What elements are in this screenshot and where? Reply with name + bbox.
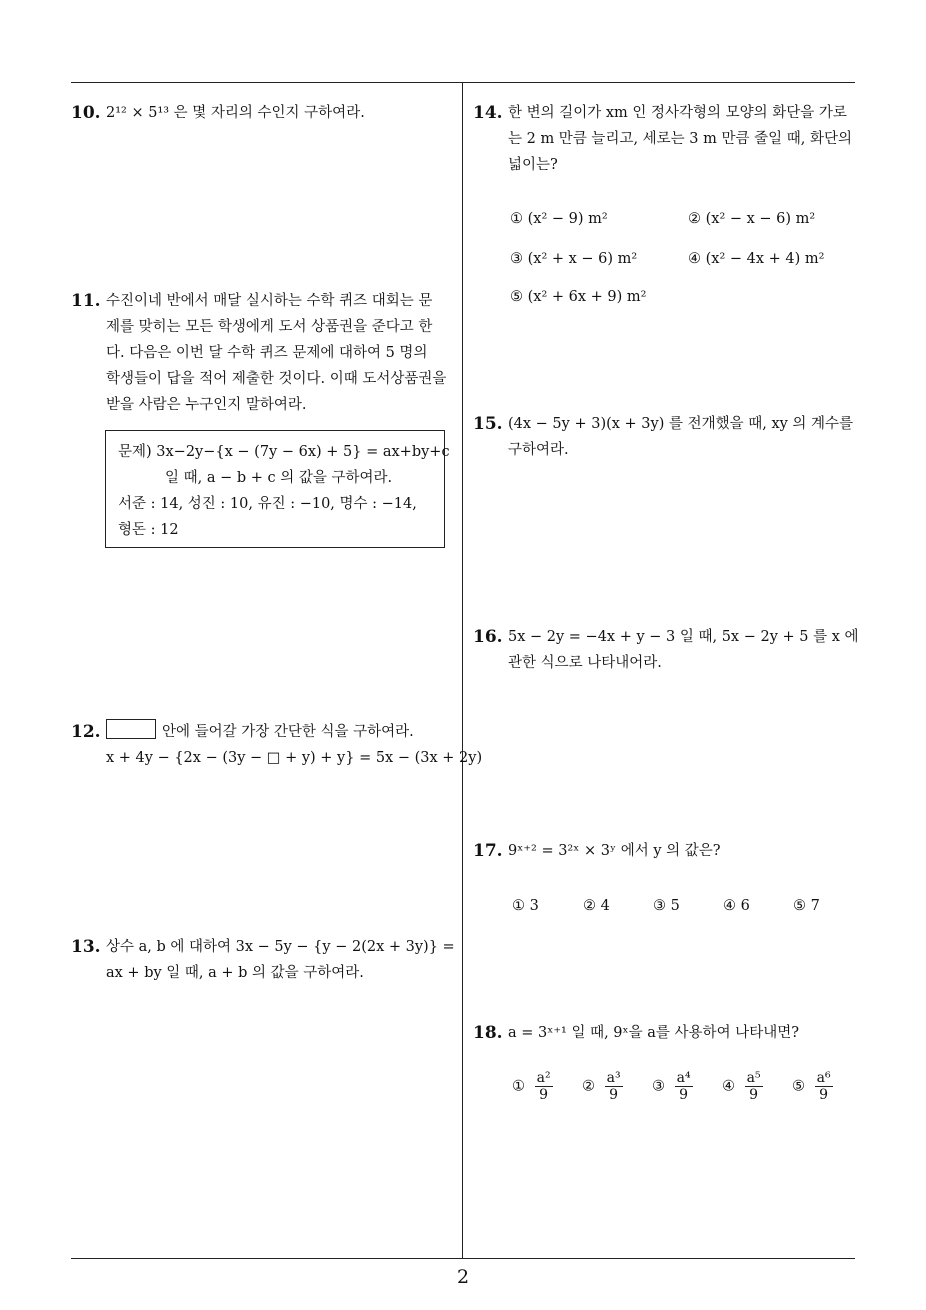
numerator: a⁵ [746,1070,761,1086]
question-11 [71,288,456,418]
numerator: a³ [606,1070,621,1086]
fraction [745,1070,763,1103]
question-line: (4x − 5y + 3)(x + 3y) 를 전개했을 때, xy 의 계수를 [508,416,854,432]
question-number: 14. [473,103,503,123]
question-line: 구하여라. [508,442,569,458]
question-line: ax + by 일 때, a + b 의 값을 구하여라. [106,965,364,981]
option-label: ① [512,1078,525,1095]
question-number: 10. [71,103,101,123]
question-line: 학생들이 답을 적어 제출한 것이다. 이때 도서상품권을 [106,371,447,387]
page-number: 2 [456,1266,470,1288]
question-line: 제를 맞히는 모든 학생에게 도서 상품권을 준다고 한 [106,319,433,335]
denominator: 9 [749,1087,759,1103]
box-line: 일 때, a − b + c 의 값을 구하여라. [165,470,393,486]
option-5[interactable]: ⑤ 7 [793,898,820,914]
option-5[interactable] [792,1070,833,1103]
question-line: 받을 사람은 누구인지 말하여라. [106,397,307,413]
numerator: a⁴ [676,1070,691,1086]
option-5[interactable]: ⑤ (x² + 6x + 9) m² [510,289,647,305]
question-line: 5x − 2y = −4x + y − 3 일 때, 5x − 2y + 5 를 x 에 [508,629,859,645]
question-line: 수진이네 반에서 매달 실시하는 수학 퀴즈 대회는 문 [106,293,433,309]
question-line: 는 2 m 만큼 늘리고, 세로는 3 m 만큼 줄일 때, 화단의 [508,131,852,147]
option-1[interactable]: ① (x² − 9) m² [510,211,608,227]
question-14 [473,100,858,178]
question-17 [473,838,858,864]
box-line: 문제) 3x−2y−{x − (7y − 6x) + 5} = ax+by+c [118,444,450,460]
question-13 [71,934,456,986]
numerator: a⁶ [816,1070,831,1086]
column-divider [462,82,463,1259]
question-number: 17. [473,841,503,861]
denominator: 9 [819,1087,829,1103]
question-16 [473,624,858,676]
question-number: 11. [71,291,101,311]
top-rule [71,82,855,83]
equation: x + 4y − {2x − (3y − □ + y) + y} = 5x − (3x + 2y) [106,750,483,766]
option-3[interactable]: ③ (x² + x − 6) m² [510,251,638,267]
question-text: a = 3ˣ⁺¹ 일 때, 9ˣ을 a를 사용하여 나타내면? [508,1025,799,1041]
option-label: ④ [722,1078,735,1095]
question-text: 2¹² × 5¹³ 은 몇 자리의 수인지 구하여라. [106,105,365,121]
question-15 [473,411,858,463]
bottom-rule [71,1258,855,1259]
answer-blank-box [106,719,156,739]
question-18 [473,1020,858,1046]
option-1[interactable]: ① 3 [512,898,539,914]
option-3[interactable]: ③ 5 [653,898,680,914]
option-label: ⑤ [792,1078,805,1095]
option-1[interactable] [512,1070,553,1103]
fraction [675,1070,693,1103]
option-2[interactable]: ② 4 [583,898,610,914]
question-number: 16. [473,627,503,647]
question-line: 다. 다음은 이번 달 수학 퀴즈 문제에 대하여 5 명의 [106,345,428,361]
question-number: 12. [71,722,101,742]
denominator: 9 [679,1087,689,1103]
option-2[interactable] [582,1070,623,1103]
option-label: ③ [652,1078,665,1095]
question-line: 한 변의 길이가 xm 인 정사각형의 모양의 화단을 가로 [508,105,847,121]
fraction [605,1070,623,1103]
option-2[interactable]: ② (x² − x − 6) m² [688,211,816,227]
option-4[interactable]: ④ (x² − 4x + 4) m² [688,251,825,267]
question-line: 상수 a, b 에 대하여 3x − 5y − {y − 2(2x + 3y)} = [106,939,455,955]
quiz-problem-box [105,430,450,548]
denominator: 9 [539,1087,549,1103]
option-4[interactable]: ④ 6 [723,898,750,914]
question-number: 15. [473,414,503,434]
denominator: 9 [609,1087,619,1103]
question-text: 9ˣ⁺² = 3²ˣ × 3ʸ 에서 y 의 값은? [508,843,721,859]
question-line: 넓이는? [508,157,558,173]
question-line: 관한 식으로 나타내어라. [508,655,662,671]
box-line: 서준 : 14, 성진 : 10, 유진 : −10, 명수 : −14, [118,496,417,512]
option-4[interactable] [722,1070,763,1103]
question-12 [71,719,483,771]
question-number: 18. [473,1023,503,1043]
fraction [535,1070,553,1103]
fraction [815,1070,833,1103]
question-number: 13. [71,937,101,957]
option-3[interactable] [652,1070,693,1103]
option-label: ② [582,1078,595,1095]
question-10 [71,100,456,126]
question-text: 안에 들어갈 가장 간단한 식을 구하여라. [162,724,414,740]
numerator: a² [536,1070,551,1086]
box-line: 형돈 : 12 [118,522,179,538]
